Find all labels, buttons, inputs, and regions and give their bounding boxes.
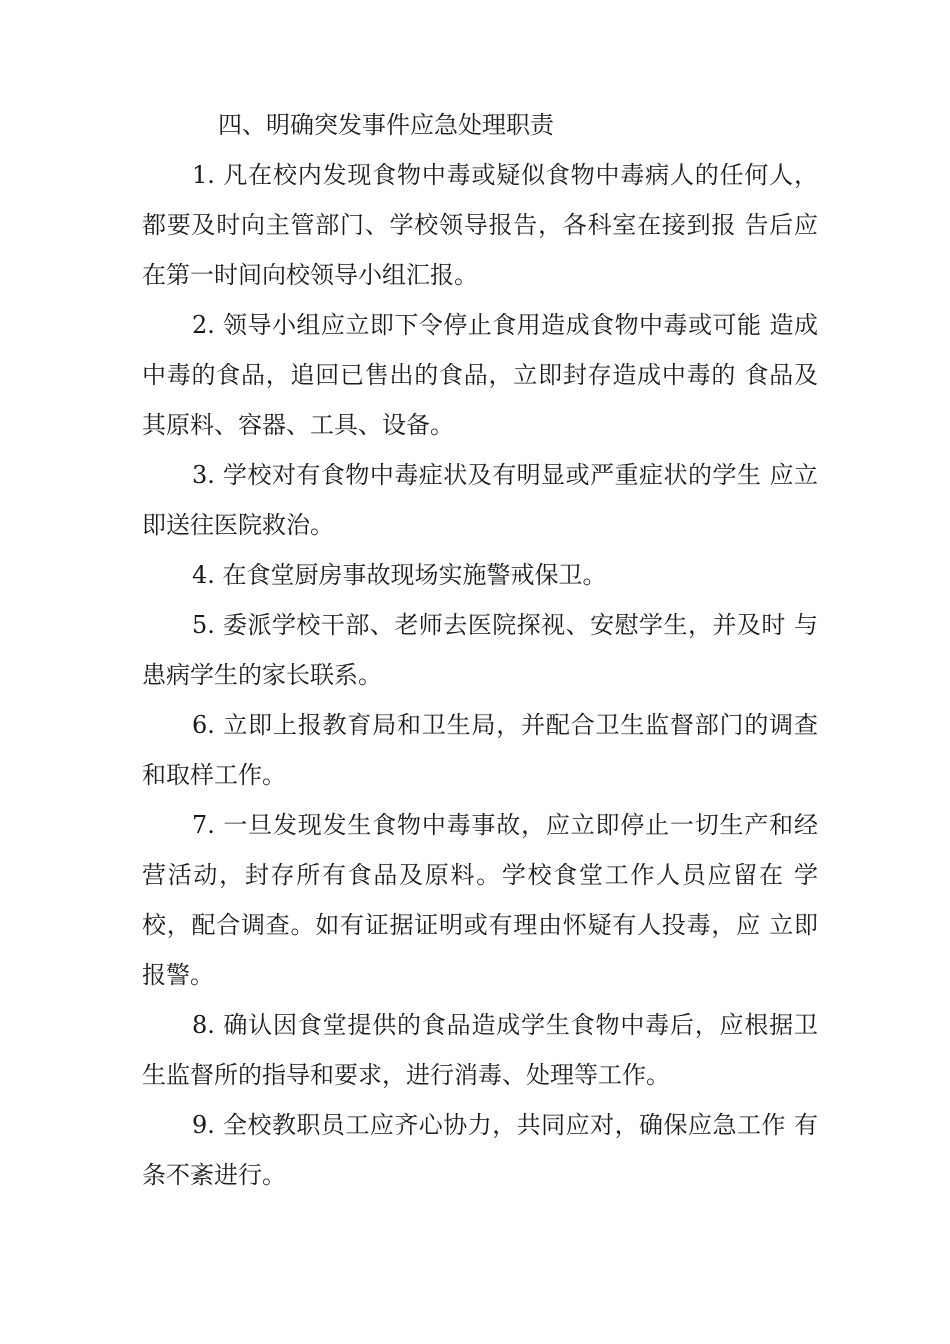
paragraph-2: 2. 领导小组应立即下令停止食用造成食物中毒或可能 造成中毒的食品，追回已售出的食品，立即封存造成中毒的 食品及其原料、容器、工具、设备。 bbox=[142, 311, 818, 439]
document-body bbox=[142, 100, 818, 1200]
paragraph-7: 7. 一旦发现发生食物中毒事故，应立即停止一切生产和经营活动，封存所有食品及原料。学校食堂工作人员应留在 学校，配合调查。如有证据证明或有理由怀疑有人投毒，应 立即报警。 bbox=[142, 811, 818, 989]
paragraph-6: 6. 立即上报教育局和卫生局，并配合卫生监督部门的调查和取样工作。 bbox=[142, 711, 818, 789]
paragraph-5: 5. 委派学校干部、老师去医院探视、安慰学生，并及时 与患病学生的家长联系。 bbox=[142, 611, 818, 689]
paragraph-1: 1. 凡在校内发现食物中毒或疑似食物中毒病人的任何人，都要及时向主管部门、学校领导报告，各科室在接到报 告后应在第一时间向校领导小组汇报。 bbox=[142, 161, 818, 289]
paragraph-3: 3. 学校对有食物中毒症状及有明显或严重症状的学生 应立即送往医院救治。 bbox=[142, 461, 818, 539]
paragraph-9: 9. 全校教职员工应齐心协力，共同应对，确保应急工作 有条不紊进行。 bbox=[142, 1111, 818, 1189]
paragraph-8: 8. 确认因食堂提供的食品造成学生食物中毒后，应根据卫生监督所的指导和要求，进行消毒、处理等工作。 bbox=[142, 1011, 818, 1089]
section-heading: 四、明确突发事件应急处理职责 bbox=[218, 111, 554, 139]
paragraph-4: 4. 在食堂厨房事故现场实施警戒保卫。 bbox=[192, 561, 607, 589]
